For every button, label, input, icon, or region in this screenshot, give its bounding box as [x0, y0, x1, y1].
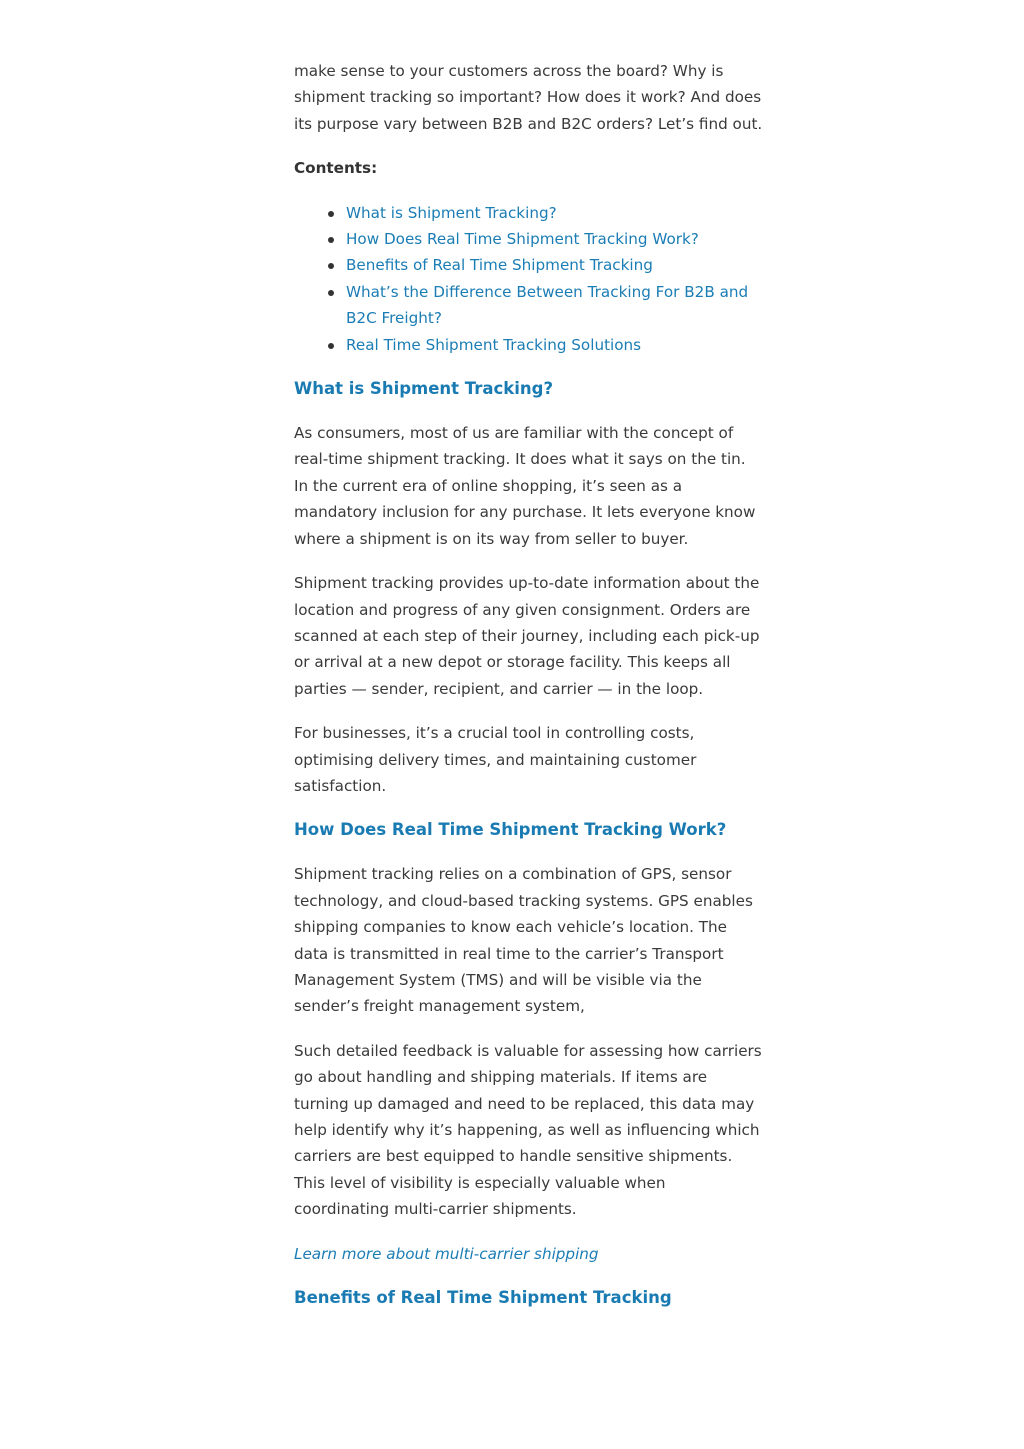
- toc-item: [346, 200, 764, 226]
- toc-link-solutions[interactable]: Real Time Shipment Tracking Solutions: [346, 335, 642, 354]
- section1-paragraph-2: Shipment tracking provides up-to-date information about the location and progress of any given consignment. Orders are scanned at each step of their journey, including each pick-up or arrival at a new depot or storage facility. This keeps all parties — sender, recipient, and carrier — in the loop.: [294, 574, 760, 698]
- toc-link-how-does-tracking-work[interactable]: How Does Real Time Shipment Tracking Work?: [346, 230, 699, 249]
- section1-paragraph-3: For businesses, it’s a crucial tool in controlling costs, optimising delivery times, and maintaining customer satisfaction.: [294, 724, 697, 795]
- toc-link-what-is-shipment-tracking[interactable]: What is Shipment Tracking?: [346, 203, 557, 222]
- section2-paragraph-1: Shipment tracking relies on a combination of GPS, sensor technology, and cloud-based tracking systems. GPS enables shipping companies to know each vehicle’s location. The data is transmitted in real time to the carrier’s Transport Management System (TMS) and will be visible via the sender’s freight management system,: [294, 865, 753, 1016]
- section-heading-how-does-tracking-work: How Does Real Time Shipment Tracking Work?: [294, 820, 727, 840]
- multi-carrier-link-paragraph: [294, 1241, 764, 1267]
- toc-link-benefits[interactable]: Benefits of Real Time Shipment Tracking: [346, 256, 653, 275]
- contents-label: Contents:: [294, 159, 378, 178]
- article-body: [294, 58, 764, 1329]
- toc-item: [346, 226, 764, 252]
- section-heading-benefits: Benefits of Real Time Shipment Tracking: [294, 1288, 672, 1308]
- toc-link-b2b-b2c-difference[interactable]: What’s the Difference Between Tracking For B2B and B2C Freight?: [346, 282, 749, 328]
- table-of-contents: [294, 200, 764, 358]
- section1-paragraph-1: As consumers, most of us are familiar with the concept of real-time shipment tracking. It does what it says on the tin. In the current era of online shopping, it’s seen as a mandatory inclusion for any purchase. It lets everyone know where a shipment is on its way from seller to buyer.: [294, 424, 756, 548]
- toc-item: [346, 332, 764, 358]
- section-heading-what-is-shipment-tracking: What is Shipment Tracking?: [294, 379, 554, 399]
- section2-paragraph-2: Such detailed feedback is valuable for assessing how carriers go about handling and shipping materials. If items are turning up damaged and need to be replaced, this data may help identify why it’s happening, as well as influencing which carriers are best equipped to handle sensitive shipments. This level of visibility is especially valuable when coordinating multi-carrier shipments.: [294, 1041, 762, 1219]
- toc-item: [346, 279, 764, 332]
- toc-item: [346, 252, 764, 278]
- multi-carrier-shipping-link[interactable]: Learn more about multi-carrier shipping: [294, 1244, 599, 1263]
- intro-paragraph: make sense to your customers across the board? Why is shipment tracking so important? How does it work? And does its purpose vary between B2B and B2C orders? Let’s find out.: [294, 62, 763, 133]
